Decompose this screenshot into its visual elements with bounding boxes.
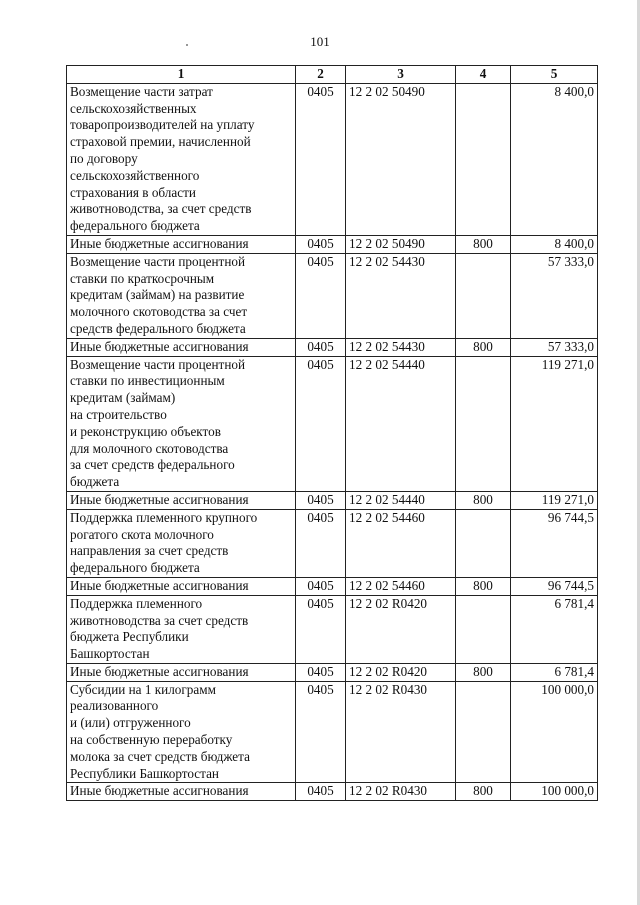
cell-name: Иные бюджетные ассигнования: [67, 491, 296, 509]
cell-amount: 57 333,0: [511, 338, 598, 356]
cell-code: 12 2 02 R0430: [346, 681, 456, 783]
cell-amount: 96 744,5: [511, 577, 598, 595]
table-row: [67, 681, 598, 783]
cell-code: 12 2 02 R0420: [346, 595, 456, 663]
cell-code: 12 2 02 54460: [346, 577, 456, 595]
cell-code: 12 2 02 54440: [346, 356, 456, 491]
scan-speck: [186, 44, 188, 46]
cell-section: 0405: [296, 83, 346, 235]
cell-section: 0405: [296, 356, 346, 491]
cell-name: Иные бюджетные ассигнования: [67, 338, 296, 356]
cell-section: 0405: [296, 577, 346, 595]
cell-name: Возмещение части процентной ставки по краткосрочным кредитам (займам) на развитие молочного скотоводства за счет средств федерального бюджета: [67, 253, 296, 338]
cell-type: [456, 356, 511, 491]
header-col-name: 1: [67, 66, 296, 84]
cell-amount: 96 744,5: [511, 509, 598, 577]
table-row: [67, 356, 598, 491]
cell-section: 0405: [296, 681, 346, 783]
table-row: [67, 491, 598, 509]
table-row: [67, 509, 598, 577]
cell-code: 12 2 02 50490: [346, 83, 456, 235]
cell-type: [456, 681, 511, 783]
cell-amount: 6 781,4: [511, 595, 598, 663]
cell-name: Возмещение части процентной ставки по инвестиционным кредитам (займам) на строительство и реконструкцию объектов для молочного скотоводства за счет средств федерального бюджета: [67, 356, 296, 491]
cell-name: Иные бюджетные ассигнования: [67, 235, 296, 253]
cell-code: 12 2 02 50490: [346, 235, 456, 253]
header-col-amount: 5: [511, 66, 598, 84]
cell-type: [456, 83, 511, 235]
table-row: [67, 253, 598, 338]
cell-name: Иные бюджетные ассигнования: [67, 663, 296, 681]
page-number: 101: [310, 34, 330, 49]
header-col-code: 3: [346, 66, 456, 84]
header-col-section: 2: [296, 66, 346, 84]
cell-amount: 8 400,0: [511, 83, 598, 235]
cell-type: 800: [456, 577, 511, 595]
cell-code: 12 2 02 54440: [346, 491, 456, 509]
cell-type: [456, 595, 511, 663]
cell-section: 0405: [296, 509, 346, 577]
cell-type: 800: [456, 783, 511, 801]
table-row: [67, 338, 598, 356]
cell-type: 800: [456, 235, 511, 253]
cell-type: [456, 253, 511, 338]
cell-section: 0405: [296, 235, 346, 253]
cell-code: 12 2 02 54460: [346, 509, 456, 577]
cell-section: 0405: [296, 491, 346, 509]
table-row: [67, 577, 598, 595]
cell-code: 12 2 02 54430: [346, 338, 456, 356]
cell-amount: 57 333,0: [511, 253, 598, 338]
cell-section: 0405: [296, 595, 346, 663]
cell-name: Поддержка племенного крупного рогатого скота молочного направления за счет средств федерального бюджета: [67, 509, 296, 577]
header-row: [67, 66, 598, 84]
cell-amount: 100 000,0: [511, 783, 598, 801]
cell-section: 0405: [296, 338, 346, 356]
table-row: [67, 595, 598, 663]
cell-code: 12 2 02 54430: [346, 253, 456, 338]
cell-code: 12 2 02 R0420: [346, 663, 456, 681]
cell-amount: 119 271,0: [511, 356, 598, 491]
cell-code: 12 2 02 R0430: [346, 783, 456, 801]
cell-name: Возмещение части затрат сельскохозяйственных товаропроизводителей на уплату страховой премии, начисленной по договору сельскохозяйственного страхования в области животноводства, за счет средств федерального бюджета: [67, 83, 296, 235]
cell-amount: 8 400,0: [511, 235, 598, 253]
table-row: [67, 235, 598, 253]
cell-type: 800: [456, 663, 511, 681]
cell-name: Поддержка племенного животноводства за счет средств бюджета Республики Башкортостан: [67, 595, 296, 663]
cell-name: Иные бюджетные ассигнования: [67, 577, 296, 595]
cell-section: 0405: [296, 663, 346, 681]
header-col-type: 4: [456, 66, 511, 84]
cell-section: 0405: [296, 783, 346, 801]
table-row: [67, 83, 598, 235]
cell-amount: 119 271,0: [511, 491, 598, 509]
table-row: [67, 663, 598, 681]
cell-type: 800: [456, 491, 511, 509]
table-row: [67, 783, 598, 801]
cell-type: 800: [456, 338, 511, 356]
cell-name: Субсидии на 1 килограмм реализованного и (или) отгруженного на собственную переработку молока за счет средств бюджета Республики Башкортостан: [67, 681, 296, 783]
cell-amount: 6 781,4: [511, 663, 598, 681]
budget-table: [66, 65, 598, 801]
cell-section: 0405: [296, 253, 346, 338]
cell-name: Иные бюджетные ассигнования: [67, 783, 296, 801]
cell-type: [456, 509, 511, 577]
cell-amount: 100 000,0: [511, 681, 598, 783]
